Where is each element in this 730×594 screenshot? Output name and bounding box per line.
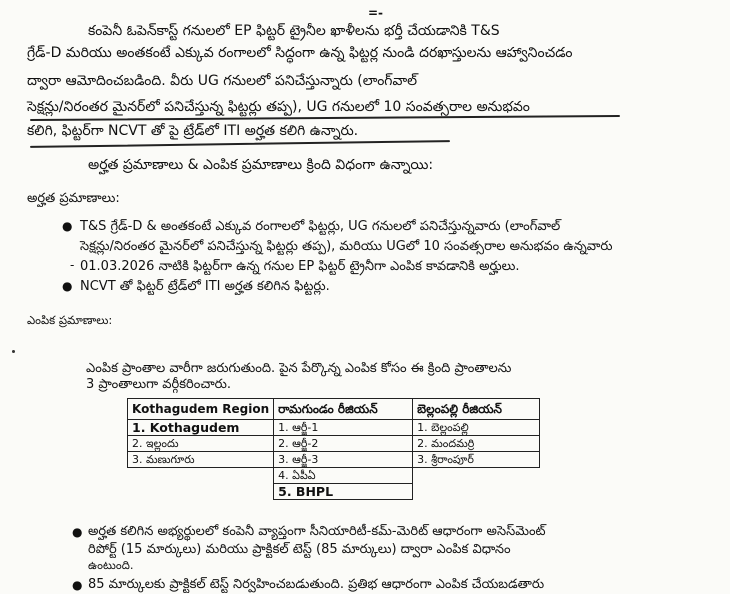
selection-b1-line1: అర్హత కలిగిన అభ్యర్థులలో కంపెనీ వ్యాప్తంగా సీనియారిటీ-కమ్-మెరిట్ ఆధారంగా అసెస్‌మెంట్ [88, 524, 546, 539]
table-cell: 1. Kothagudem [128, 420, 274, 436]
para1-line5: కలిగి, ఫిట్టర్‌గా NCVT తో పై ట్రేడ్‌లో ITI అర్హత కలిగి ఉన్నారు. [27, 123, 359, 139]
selection-b2: 85 మార్కులకు ప్రాక్టికల్ టెస్ట్ నిర్వహించబడుతుంది. ప్రతిభ ఆధారంగా ఎంపిక చేయబడతారు [88, 577, 545, 592]
table-cell: 1. బెల్లంపల్లి [413, 420, 540, 436]
table-cell: 2. మందమర్రి [413, 436, 540, 452]
para1-line3: ద్వారా ఆమోదించబడింది. వీరు UG గనులలో పనిచేస్తున్నారు (లాంగ్‌వాల్ [27, 73, 418, 89]
table-cell: 2. ఇల్లందు [128, 436, 274, 452]
dash-icon: - [70, 258, 75, 272]
selection-b1-line2: రిపోర్ట్ (15 మార్కులు) మరియు ప్రాక్టికల్ టెస్ట్ (85 మార్కులు) ద్వారా ఎంపిక విధానం [88, 542, 511, 557]
table-cell: 4. ఏపీఏ [274, 468, 413, 484]
bullet-icon: ● [72, 578, 83, 592]
table-cell [413, 484, 540, 500]
bullet-icon: ● [72, 525, 83, 539]
table-cell [128, 468, 274, 484]
table-cell [413, 468, 540, 484]
eligibility-heading: అర్హత ప్రమాణాలు: [27, 191, 120, 206]
bullet-icon: ● [62, 279, 73, 293]
page-mark: =- [368, 6, 384, 20]
scan-speck [12, 350, 15, 353]
selection-heading: ఎంపిక ప్రమాణాలు: [27, 313, 113, 327]
table-cell: 3. శ్రీరాంపూర్ [413, 452, 540, 468]
para1-line1: కంపెనీ ఓపెన్‌కాస్ట్ గనులలో EP ఫిట్టర్ ట్రైనీల ఖాళీలను భర్తీ చేయడానికి T&S [88, 23, 500, 39]
selection-para-line1: ఎంపిక ప్రాంతాల వారీగా జరుగుతుంది. పైన పేర్కొన్న ఎంపిక కోసం ఈ క్రింది ప్రాంతాలను [86, 361, 512, 376]
para1-line2: గ్రేడ్-D మరియు అంతకంటే ఎక్కువ రంగాలలో సిద్ధంగా ఉన్న ఫిట్టర్ల నుండి దరఖాస్తులను ఆహ్వానించడం [27, 45, 573, 61]
underline-stroke [30, 140, 450, 147]
table-row [128, 420, 540, 436]
table-row [128, 452, 540, 468]
table-row [128, 436, 540, 452]
table-header-ramagundam: రామగుండం రీజియన్ [274, 399, 413, 420]
eligibility-b2: 01.03.2026 నాటికి ఫిట్టర్‌గా ఉన్న గనుల EP ఫిట్టర్ ట్రైనీగా ఎంపిక కావడానికి అర్హులు. [80, 259, 520, 274]
table-header-bellampalli: బెల్లంపల్లి రీజియన్ [413, 399, 540, 420]
eligibility-b3: NCVT తో ఫిట్టర్ ట్రేడ్‌లో ITI అర్హత కలిగిన ఫిట్టర్లు. [80, 279, 330, 294]
table-cell: 1. ఆర్జీ-1 [274, 420, 413, 436]
eligibility-b1-line1: T&S గ్రేడ్-D & అంతకంటే ఎక్కువ రంగాలలో ఫిట్టర్లు, UG గనులలో పనిచేస్తున్నవారు (లాంగ్‌వాల్ [80, 219, 561, 234]
table-header-kothagudem: Kothagudem Region [128, 399, 274, 420]
table-cell: 5. BHPL [274, 484, 413, 500]
table-cell: 3. ఆర్జీ-3 [274, 452, 413, 468]
table-row [128, 484, 540, 500]
table-cell: 3. మణుగూరు [128, 452, 274, 468]
eligibility-b1-line2: సెక్షన్లు/నిరంతర మైనర్‌లో పనిచేస్తున్న ఫిట్టర్లు తప్ప), మరియు UGలో 10 సంవత్సరాల అనుభవం ఉన్నవారు [80, 239, 613, 254]
bullet-icon: ● [62, 219, 73, 233]
selection-b1-line3: ఉంటుంది. [88, 558, 134, 572]
criteria-intro: అర్హత ప్రమాణాలు & ఎంపిక ప్రమాణాలు క్రింది విధంగా ఉన్నాయి: [88, 157, 434, 173]
selection-para-line2: 3 ప్రాంతాలుగా వర్గీకరించారు. [86, 377, 232, 392]
para1-line4: సెక్షన్లు/నిరంతర మైనర్‌లో పనిచేస్తున్న ఫిట్టర్లు తప్ప), UG గనులలో 10 సంవత్సరాల అనుభవం [27, 99, 530, 115]
table-row [128, 468, 540, 484]
table-cell [128, 484, 274, 500]
table-cell: 2. ఆర్జీ-2 [274, 436, 413, 452]
regions-table [127, 398, 540, 500]
